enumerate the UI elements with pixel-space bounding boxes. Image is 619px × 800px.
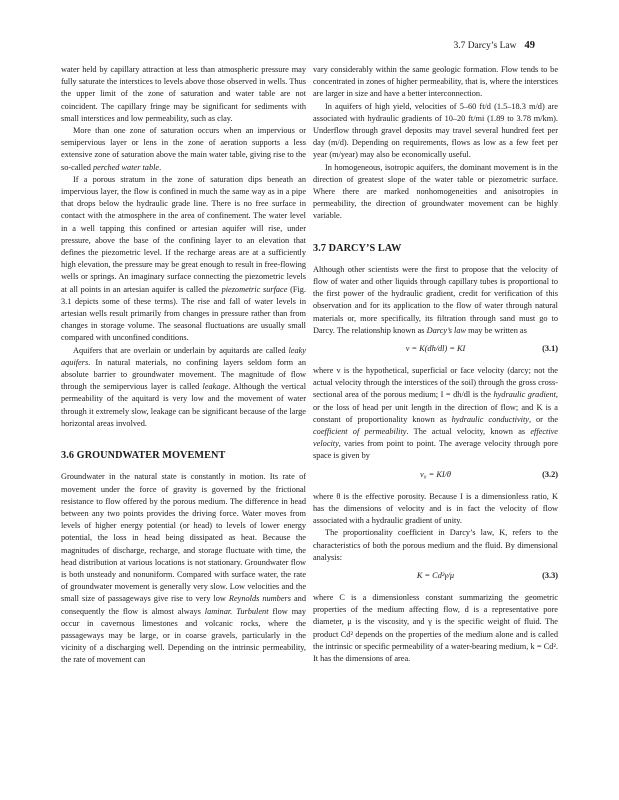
equation-number: (3.1) [542, 344, 558, 354]
paragraph: Although other scientists were the first to propose that the velocity of flow of water and other liquids through capillary tubes is proportional to the first power of the hydraulic gradient, credit for verification of this observation and for its application to the flow of water through natural materials or, more specifically, its filtration through sand must go to Darcy. The relationship known as Darcy’s law may be written as [313, 264, 558, 335]
right-column [313, 64, 558, 665]
paragraph: In homogeneous, isotropic aquifers, the dominant movement is in the direction of greatest slope of the water table or piezometric surface. Where there are marked nonhomogeneities and anisotropies in permeability, the direction of groundwater movement can be highly variable. [313, 162, 558, 221]
section-heading: 3.7 DARCY’S LAW [313, 242, 402, 254]
equation-number: (3.2) [542, 469, 558, 479]
paragraph: Groundwater in the natural state is constantly in motion. Its rate of movement under the force of gravity is governed by the frictional resistance to flow offered by the porous medium. The difference in head between any two points provides the driving force. Water moves from levels of higher energy potential (or head) to levels of lower energy potential, the loss in head being dissipated as heat. Because the magnitudes of discharge, recharge, and storage fluctuate with time, the head distribution at various locations is not stationary. Groundwater flow is both unsteady and nonuniform. Compared with surface water, the rate of groundwater movement is generally very slow. Low velocities and the small size of passageways give rise to very low Reynolds numbers and consequently the flow is almost always laminar. Turbulent flow may occur in cavernous limestones and volcanic rocks, where the passageways may be large, or in coarse gravels, particularly in the vicinity of a discharging well. Depending on the intrinsic permeability, the rate of movement can [61, 472, 306, 665]
equation: v₀ = KI/θ (3.2) [313, 469, 558, 482]
left-column [61, 64, 306, 667]
paragraph: water held by capillary attraction at less than atmospheric pressure may fully saturate the interstices to levels above those observed in wells. Thus the upper limit of the zone of saturation and water table are not coincident. The capillary fringe may be significant for sediments with small interstices and low permeability, such as clay. [61, 65, 306, 123]
paragraph: vary considerably within the same geologic formation. Flow tends to be concentrated in zones of higher permeability, that is, where the interstices are larger in size and have a better interconnection. [313, 65, 558, 99]
paragraph: Aquifers that are overlain or underlain by aquitards are called leaky aquifers. In natural materials, no confining layers seldom form an absolute barrier to groundwater movement. The magnitude of flow through the semipervious layer is called leakage. Although the vertical permeability of the aquitard is very low and the movement of water through it extremely slow, leakage can be significant because of the large horizontal areas involved. [61, 345, 306, 428]
equation-number: (3.3) [542, 570, 558, 580]
paragraph: More than one zone of saturation occurs when an impervious or semipervious layer or lens in the zone of aeration supports a less extensive zone of saturation above the main water table, giving rise to the so-called perched water table. [61, 126, 306, 172]
paragraph: where C is a dimensionless constant summarizing the geometric properties of the medium affecting flow, d is a representative pore diameter, μ is the viscosity, and γ is the specific weight of fluid. The product Cd² depends on the properties of the medium alone and is called the intrinsic or specific permeability of a water-bearing medium, k = Cd². It has the dimensions of area. [313, 592, 558, 663]
equation: K = Cd²γ/μ (3.3) [313, 570, 558, 583]
equation: v = K(dh/dl) = KI (3.1) [313, 343, 558, 356]
paragraph: The proportionality coefficient in Darcy’s law, K, refers to the characteristics of both the porous medium and the fluid. By dimensional analysis: [313, 528, 558, 562]
section-heading: 3.6 GROUNDWATER MOVEMENT [61, 450, 226, 462]
paragraph: where v is the hypothetical, superficial or face velocity (darcy; not the actual velocity through the interstices of the soil) through the gross cross-sectional area of the porous medium; I = dh/dl is the hydraulic gradient, or the loss of head per unit length in the direction of flow; and K is a constant of proportionality known as hydraulic conductivity, or the coefficient of permeability. The actual velocity, known as effective velocity, varies from point to point. The average velocity through pore space is given by [313, 366, 558, 461]
paragraph: where θ is the effective porosity. Because I is a dimensionless ratio, K has the dimensions of velocity and is in fact the velocity of flow associated with a hydraulic gradient of unity. [313, 491, 558, 526]
running-head [453, 40, 535, 51]
running-head-section: 3.7 Darcy’s Law [453, 41, 517, 51]
paragraph: In aquifers of high yield, velocities of 5–60 ft/d (1.5–18.3 m/d) are associated with hydraulic gradients of 10–20 ft/mi (1.89 to 3.78 m/km). Underflow through gravel deposits may travel several hundred feet per day (m/d). Depending on requirements, flows as low as a few feet per year (m/year) may also be economically useful. [313, 101, 558, 160]
paragraph: If a porous stratum in the zone of saturation dips beneath an impervious layer, the flow is confined in much the same way as in a pipe that drops below the hydraulic grade line. There is no free surface in contact with the atmosphere in the area of confinement. The water level in a well tapping this confined or artesian aquifer will rise, under pressure, above the base of the confining layer to an elevation that defines the piezometric level. If the recharge areas are at a sufficiently high elevation, the pressure may be great enough to result in free-flowing wells or springs. An imaginary surface connecting the piezometric levels at all points in an artesian aquifer is called the piezometric surface (Fig. 3.1 depicts some of these terms). The rise and fall of water levels in artesian wells result primarily from changes in pressure rather than from changes in storage volume. The seasonal fluctuations are usually small compared with unconfined conditions. [61, 174, 307, 343]
page-number: 49 [524, 40, 535, 51]
